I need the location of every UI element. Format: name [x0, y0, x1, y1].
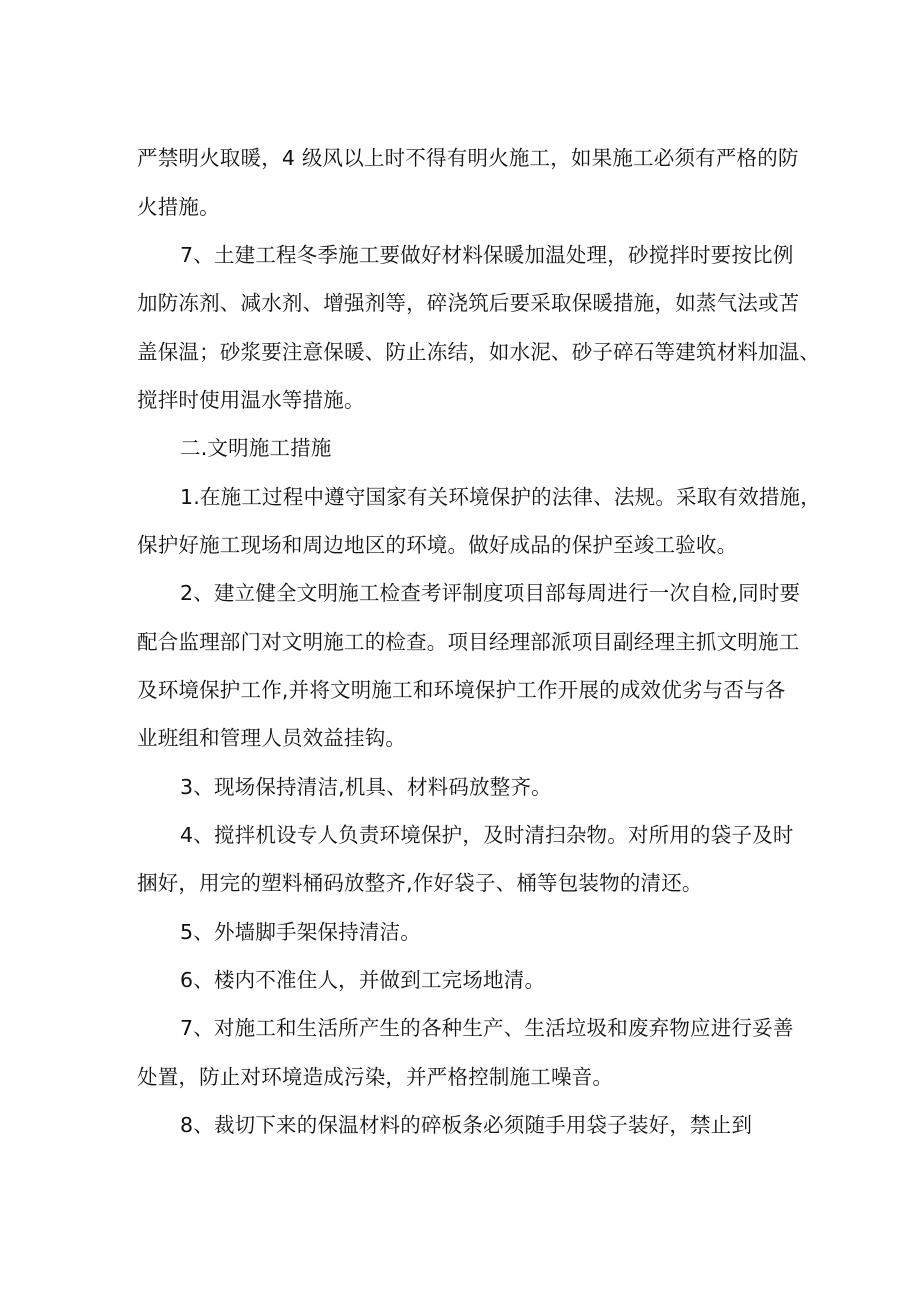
- text-line: 火措施。: [137, 195, 220, 219]
- text-line: 加防冻剂、减水剂、增强剂等，碎浇筑后要采取保暖措施，如蒸气法或苫: [137, 291, 800, 315]
- text-line: 处置，防止对环境造成污染，并严格控制施工噪音。: [137, 1065, 614, 1089]
- paragraph-start: 5、外墙脚手架保持清洁。: [180, 920, 421, 944]
- paragraph-start: 7、土建工程冬季施工要做好材料保暖加温处理，砂搅拌时要按比例: [180, 243, 794, 267]
- paragraph-start: 4、搅拌机设专人负责环境保护，及时清扫杂物。对所用的袋子及时: [180, 823, 794, 847]
- paragraph-start: 2、建立健全文明施工检查考评制度项目部每周进行一次自检,同时要: [180, 581, 801, 605]
- text-line: 捆好，用完的塑料桶码放整齐,作好袋子、桶等包装物的清还。: [137, 871, 703, 895]
- text-line: 搅拌时使用温水等措施。: [137, 388, 365, 412]
- paragraph-start: 1.在施工过程中遵守国家有关环境保护的法律、法规。采取有效措施，: [180, 485, 821, 509]
- paragraph-start: 8、裁切下来的保温材料的碎板条必须随手用袋子装好，禁止到: [180, 1113, 753, 1137]
- paragraph-start: 6、楼内不准住人，并做到工完场地清。: [180, 968, 546, 992]
- text-line: 盖保温；砂浆要注意保暖、防止冻结，如水泥、砂子碎石等建筑材料加温、: [137, 340, 821, 364]
- text-line: 及环境保护工作,并将文明施工和环境保护工作开展的成效优劣与否与各: [137, 678, 786, 702]
- paragraph-start: 3、现场保持清洁,机具、材料码放整齐。: [180, 775, 552, 799]
- section-heading: 二.文明施工措施: [180, 436, 332, 460]
- text-line: 保护好施工现场和周边地区的环境。做好成品的保护至竣工验收。: [137, 533, 738, 557]
- paragraph-start: 7、对施工和生活所产生的各种生产、生活垃圾和废弃物应进行妥善: [180, 1016, 794, 1040]
- text-line: 业班组和管理人员效益挂钩。: [137, 726, 407, 750]
- text-line: 严禁明火取暖，4 级风以上时不得有明火施工，如果施工必须有严格的防: [137, 146, 799, 170]
- text-line: 配合监理部门对文明施工的检查。项目经理部派项目副经理主抓文明施工: [137, 630, 800, 654]
